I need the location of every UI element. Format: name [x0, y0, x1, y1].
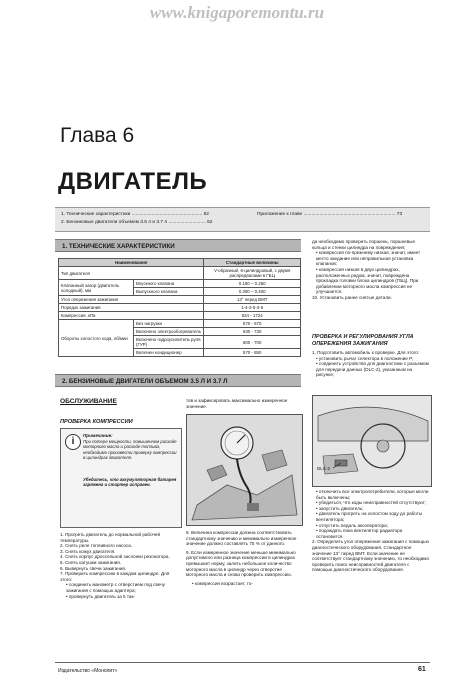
table-of-contents: [55, 207, 430, 232]
spec-cell: 630 - 730: [204, 328, 301, 336]
step-text: 6. Вывернуть свечи зажигания.: [60, 565, 127, 571]
spec-cell: Угол опережения зажигания: [59, 296, 204, 304]
paragraph: • отпустить педаль акселератора;: [316, 522, 388, 528]
paragraph: • компрессия низкая в двух цилиндрах, расположенных рядом, значит, повреждена прокладка головки блока цилиндров (ГБЦ). При добавлении моторного масла компрессия не улучшается.: [316, 266, 419, 295]
step-text: • соединить манометр с отверстием под свечу зажигания с помощью адаптера;: [66, 582, 165, 593]
info-icon: i: [65, 434, 81, 450]
ignition-timing-heading: ПРОВЕРКА И РЕГУЛИРОВАНИЯ УГЛА ОПЕРЕЖЕНИЯ ЗАЖИГАНИЯ: [312, 334, 414, 347]
service-heading: ОБСЛУЖИВАНИЕ: [60, 398, 117, 405]
spec-cell: Включен кондиционер: [134, 349, 204, 357]
step-text: 1. Прогреть двигатель до нормальной рабочей температуры.: [60, 532, 161, 543]
paragraph: • убедиться, что коды неисправностей отсутствуют;: [316, 500, 427, 506]
paragraph: да необходимо проверить поршень, поршневые кольца и стенки цилиндра на повреждения;: [312, 239, 415, 250]
paragraph: 1. Подготовить автомобиль к проверке. Для этого:: [312, 350, 420, 355]
dlc-connector-figure: [312, 395, 432, 487]
paragraph: 9. Если измеренное значение меньше минимально допустимого или разница компрессии в цилиндрах превышает норму, залить небольшое количество моторного масла в цилиндр через отверстие моторного масла и снова проверить компрессию.: [186, 549, 296, 578]
right-top-text: [312, 239, 430, 301]
mid-top-text: тов и зафиксировать максимально измеренное значение.: [186, 398, 288, 409]
spec-cell: Тип двигателя: [59, 267, 204, 280]
paragraph: • подождать пока вентилятор радиатора остановится.: [316, 528, 403, 539]
section-1-heading: 1. ТЕХНИЧЕСКИЕ ХАРАКТЕРИСТИКИ: [55, 239, 301, 252]
dashboard-illustration: [313, 396, 431, 486]
step-text: 5. Снять катушки зажигания.: [60, 559, 122, 565]
site-watermark: www.knigaporemontu.ru: [149, 3, 325, 22]
spec-cell: Клапанный зазор (двигатель холодный), мм: [59, 280, 134, 296]
step-text: 2. Снять реле топливного насоса.: [60, 543, 133, 549]
note-text: При потере мощности, повышенном расходе моторного масла и расходе топлива, необходимо произвести проверку компрессии в цилиндрах двигателя.: [83, 439, 177, 461]
engine-illustration: [187, 415, 302, 525]
ignition-below-steps: [312, 489, 430, 573]
spec-cell: 600 - 700: [204, 336, 301, 349]
note-title: Примечание:: [83, 433, 113, 438]
paragraph: • двигатель прогреть на холостом ходу до работы вентилятора;: [316, 511, 423, 522]
section-2-heading: 2. БЕНЗИНОВЫЕ ДВИГАТЕЛИ ОБЪЕМОМ 3.5 Л И 3.7 Л: [55, 374, 301, 387]
ignition-steps: [312, 350, 430, 378]
footer-divider: [55, 662, 430, 663]
toc-item-2[interactable]: 2. Бензиновые двигатели объемом 3.5 л и 3.7 л ............................ 62: [61, 220, 213, 225]
paragraph: 10. Установить ранее снятые детали.: [312, 294, 392, 300]
dlc-label: DLC-2: [317, 466, 331, 471]
paragraph: 8. Величина компрессии должна соответствовать стандартному значению и минимально измеренное значение должно составлять 75 % от данного.: [186, 530, 297, 547]
paragraph: • запустить двигатель;: [316, 505, 364, 511]
spec-cell: 924 - 1724: [204, 312, 301, 320]
spec-cell: V-образный, 6-цилиндровый, с двумя распредвалами в ГБЦ: [204, 267, 301, 280]
mid-paragraphs: [186, 530, 301, 586]
publisher-footer: Издательство «Монолит»: [58, 668, 118, 674]
step-text: 7. Проверить компрессию в каждом цилиндре. Для этого:: [60, 571, 170, 582]
step-text: 3. Снять кожух двигателя.: [60, 548, 116, 554]
spec-header-name: Наименование: [59, 259, 204, 267]
spec-cell: Компрессия, кПа: [59, 312, 204, 320]
chapter-heading: Глава 6: [60, 124, 135, 147]
paragraph: • отключить все электропотребители, которые могли быть включены;: [316, 489, 429, 500]
paragraph: • установить рычаг селектора в положение P;: [316, 355, 414, 361]
spec-header-value: Стандартные величины: [204, 259, 301, 267]
spec-cell: Впускного клапана: [134, 280, 204, 288]
spec-cell: Включено гидроусилитель руля (ГУР): [134, 336, 204, 349]
spec-cell: Порядок зажигания: [59, 304, 204, 312]
paragraph: 2. Определить угол опережения зажигания с помощью диагностического оборудования. Стандартное значение 13° перед ВМТ. Если значение не соответствует стандартному значению, то необходимо проверить поиск неисправностей двигателя с помощью диагностического оборудования.: [312, 539, 429, 573]
note-text: Убедитесь, что аккумуляторная батарея заряжена и стартер исправен.: [83, 477, 177, 488]
step-text: 4. Снять корпус дроссельной заслонки резонатора.: [60, 554, 170, 560]
spec-cell: 570 - 850: [204, 349, 301, 357]
spec-cell: Обороты холостого хода, об/мин: [59, 320, 134, 357]
compression-check-heading: ПРОВЕРКА КОМПРЕССИИ: [60, 419, 133, 425]
spec-cell: Без нагрузки: [134, 320, 204, 328]
note-box: [60, 428, 182, 528]
spec-cell: Включено электрообогреватель: [134, 328, 204, 336]
left-steps: [60, 532, 180, 599]
spec-table-container: [58, 258, 301, 357]
toc-item-3[interactable]: Приложение к главе ..................................................................... 73: [257, 212, 403, 217]
paragraph: • соединить устройство для диагностики с разъемом для передачи данных (DLC-2), указанным на рисунке;: [316, 361, 429, 378]
paragraph: • компрессия по-прежнему низкая, значит, имеет место заедание или неправильная установка клапанов;: [316, 250, 421, 267]
spec-cell: 570 - 670: [204, 320, 301, 328]
spec-table: [58, 258, 301, 357]
toc-item-1[interactable]: 1. Технические характеристики ..................................................... 62: [61, 212, 209, 217]
spec-cell: Выпускного клапана: [134, 288, 204, 296]
spec-cell: 0.300 – 0.400: [204, 288, 301, 296]
compression-gauge-figure: [186, 414, 303, 526]
step-text: • провернуть двигатель за 5 так-: [66, 593, 136, 599]
spec-cell: 1-4-2-5-3-6: [204, 304, 301, 312]
page-number: 61: [418, 666, 426, 673]
page-title: ДВИГАТЕЛЬ: [58, 168, 208, 195]
spec-cell: 0.150 – 0.250: [204, 280, 301, 288]
paragraph: • компрессия возрастает, то-: [192, 580, 253, 586]
spec-cell: 13° перед ВМТ: [204, 296, 301, 304]
